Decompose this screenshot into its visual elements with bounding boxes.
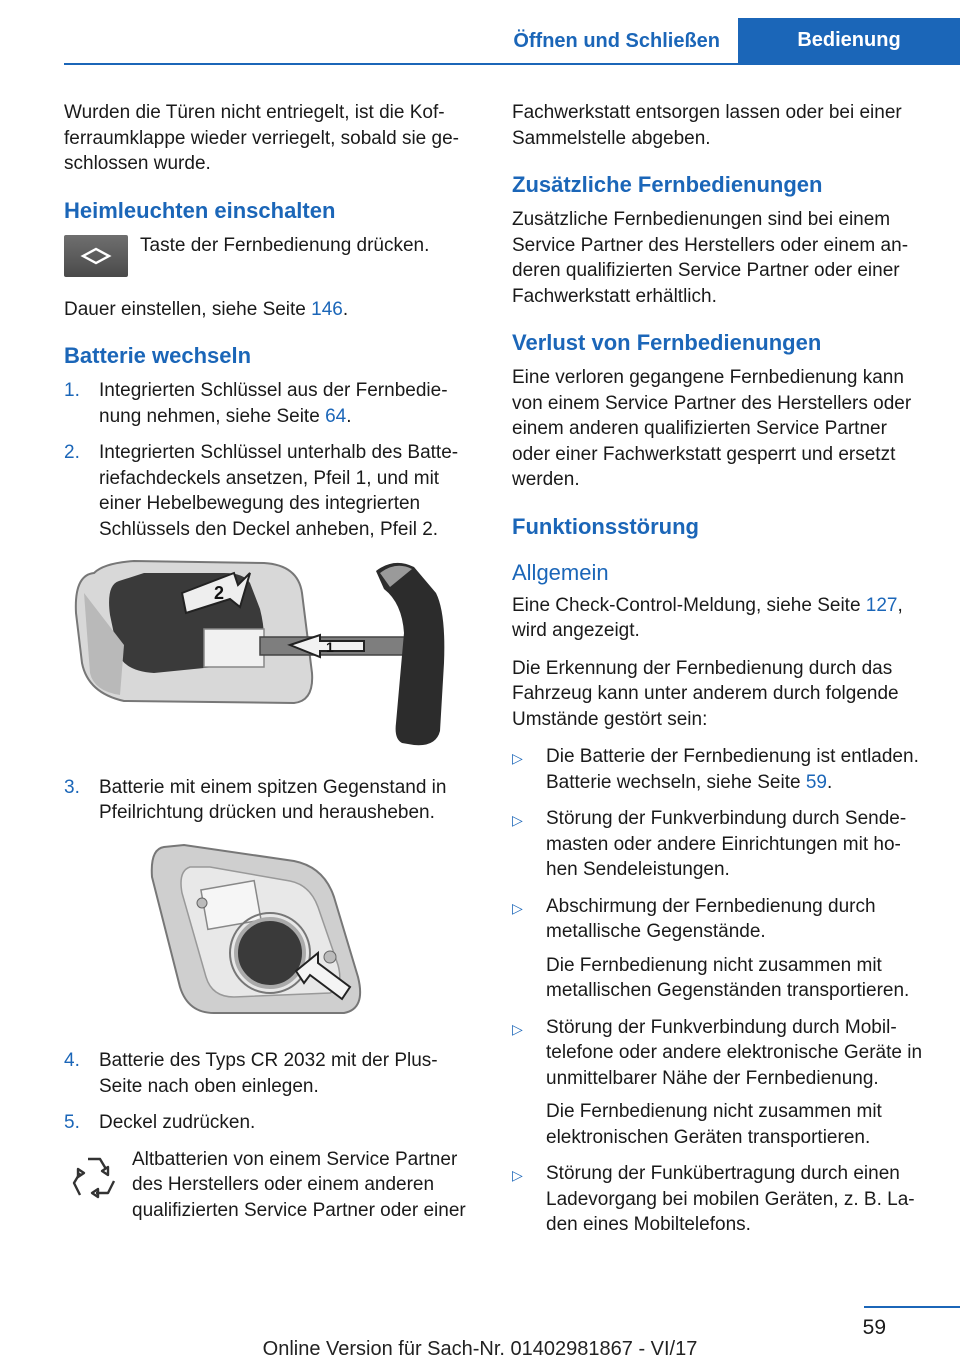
triangle-bullet-icon: ▷ <box>512 812 523 828</box>
continuation-paragraph: Fachwerkstatt entsorgen lassen oder bei einer Sammelstelle abgeben. <box>512 102 902 149</box>
verlust-text: Eine verloren gegangene Fernbedienung kann von einem Service Partner des Herstellers oder einem anderen qualifizierten Service Partner oder einer Fachwerkstatt gesperrt und ersetzt werden. <box>512 367 912 490</box>
duration-paragraph <box>64 297 476 323</box>
footer-note: Online Version für Sach-Nr. 01402981867 - VI/17 <box>262 1338 698 1360</box>
battery-steps-c <box>64 1048 476 1136</box>
duration-end: . <box>342 298 349 320</box>
step-1-text: Integrierten Schlüssel aus der Fernbedienung nehmen, siehe Seite <box>99 380 448 427</box>
step-number: 3. <box>64 776 80 798</box>
battery-steps-a <box>64 378 476 542</box>
step-1-body <box>99 378 476 429</box>
check-control-text: Eine Check-Control-Meldung, siehe Seite <box>512 594 866 616</box>
bullet-1-text: Die Batterie der Fernbedienung ist entladen. Batterie wechseln, siehe Seite <box>546 746 919 793</box>
step-5-text: Deckel zudrücken. <box>99 1112 256 1133</box>
stoerung-intro: Die Erkennung der Fernbedienung durch das Fahrzeug kann unter anderem durch folgende Umstände gestört sein: <box>512 657 899 730</box>
step-4 <box>64 1048 476 1099</box>
verlust-heading: Verlust von Fernbedienungen <box>512 330 822 355</box>
allgemein-subheading: Allgemein <box>512 559 609 585</box>
header-chapter-tab: Bedienung <box>738 18 960 63</box>
bullet-3-body <box>546 894 926 1004</box>
step-4-text: Batterie des Typs CR 2032 mit der Plus-Seite nach oben einlegen. <box>99 1050 438 1097</box>
step-3 <box>64 775 476 826</box>
heimleuchten-button-text: Taste der Fernbedienung drücken. <box>140 234 430 256</box>
stoerung-heading: Funktionsstörung <box>512 513 699 539</box>
check-control-end: , wird angezeigt. <box>512 594 903 641</box>
list-item <box>512 806 926 883</box>
step-number: 2. <box>64 442 80 463</box>
list-item <box>512 1161 926 1238</box>
step-number: 5. <box>64 1112 80 1133</box>
step-2-text: Integrierten Schlüssel unterhalb des Batteriefachdeckels ansetzen, Pfeil 1, und mit einer Hebelbewegung des integrierten Schlüssels den Deckel anheben, Pfeil 2. <box>99 442 459 540</box>
intro-paragraph: Wurden die Türen nicht entriegelt, ist die Kofferraumklappe wieder verriegelt, sobald sie geschlossen wurde. <box>64 102 459 174</box>
bullet-4-subtext: Die Fernbedienung nicht zusammen mit elektronischen Geräten transportieren. <box>546 1101 882 1148</box>
triangle-bullet-icon: ▷ <box>512 1167 523 1183</box>
recycling-note <box>66 1147 476 1224</box>
duration-text: Dauer einstellen, siehe Seite <box>64 298 312 320</box>
home-light-key-icon <box>64 235 128 277</box>
step-number: 4. <box>64 1050 80 1071</box>
step-number: 1. <box>64 380 80 401</box>
page-link-127[interactable]: 127 <box>865 594 898 616</box>
bullet-4-text: Störung der Funkverbindung durch Mobiltelefone oder andere elektronische Geräte in unmittelbarer Nähe der Fernbedienung. <box>546 1016 923 1089</box>
bullet-5-text: Störung der Funkübertragung durch einen Ladevorgang bei mobilen Geräten, z. B. Laden eines Mobiltelefons. <box>546 1163 915 1235</box>
battery-steps-b <box>64 775 476 826</box>
bullet-4-body <box>546 1015 926 1151</box>
footer-rule <box>864 1306 960 1308</box>
list-item <box>512 744 926 795</box>
header-section-title: Öffnen und Schließen <box>513 30 720 52</box>
stoerung-list <box>512 744 926 1238</box>
bullet-1-end: . <box>826 771 833 793</box>
page-link-64[interactable]: 64 <box>325 405 347 427</box>
arrow-2-label: 2 <box>214 583 225 603</box>
step-2 <box>64 440 476 542</box>
page-number: 59 <box>862 1316 886 1339</box>
right-column <box>512 100 926 1249</box>
batterie-heading: Batterie wechseln <box>64 343 252 368</box>
bullet-3-subtext: Die Fernbedienung nicht zusammen mit metallischen Gegenständen transportieren. <box>546 954 910 1001</box>
header-rule <box>64 63 960 65</box>
recycling-text: Altbatterien von einem Service Partner des Herstellers oder einem anderen qualifizierten Service Partner oder einer <box>132 1148 466 1221</box>
bullet-3-text: Abschirmung der Fernbedienung durch metallische Gegenstände. <box>546 895 876 942</box>
heimleuchten-heading: Heimleuchten einschalten <box>64 197 336 223</box>
key-opening-illustration <box>64 553 476 761</box>
page-link-59[interactable]: 59 <box>805 771 827 793</box>
bullet-1-body <box>546 744 926 795</box>
left-column <box>64 100 476 1223</box>
step-1-end: . <box>346 405 352 427</box>
list-item <box>512 1015 926 1151</box>
arrow-1-label: 1 <box>326 639 334 655</box>
recycle-icon <box>66 1151 122 1207</box>
triangle-bullet-icon: ▷ <box>512 899 523 916</box>
zusaetzlich-text: Zusätzliche Fernbedienungen sind bei einem Service Partner des Herstellers oder einem anderen qualifizierten Service Partner oder einer Fachwerkstatt erhältlich. <box>512 209 909 307</box>
battery-removal-illustration <box>144 837 476 1035</box>
heimleuchten-instruction <box>64 233 476 277</box>
bullet-2-text: Störung der Funkverbindung durch Sendemasten oder andere Einrichtungen mit hohen Sendeleistungen. <box>546 808 907 880</box>
check-control-paragraph <box>512 593 926 644</box>
triangle-bullet-icon: ▷ <box>512 1020 523 1037</box>
step-1 <box>64 378 476 429</box>
page-link-146[interactable]: 146 <box>311 298 343 320</box>
list-item <box>512 894 926 1004</box>
zusaetzlich-heading: Zusätzliche Fernbedienungen <box>512 172 823 197</box>
step-3-text: Batterie mit einem spitzen Gegenstand in Pfeilrichtung drücken und herausheben. <box>99 776 447 823</box>
triangle-bullet-icon: ▷ <box>512 750 523 766</box>
step-5 <box>64 1110 476 1136</box>
